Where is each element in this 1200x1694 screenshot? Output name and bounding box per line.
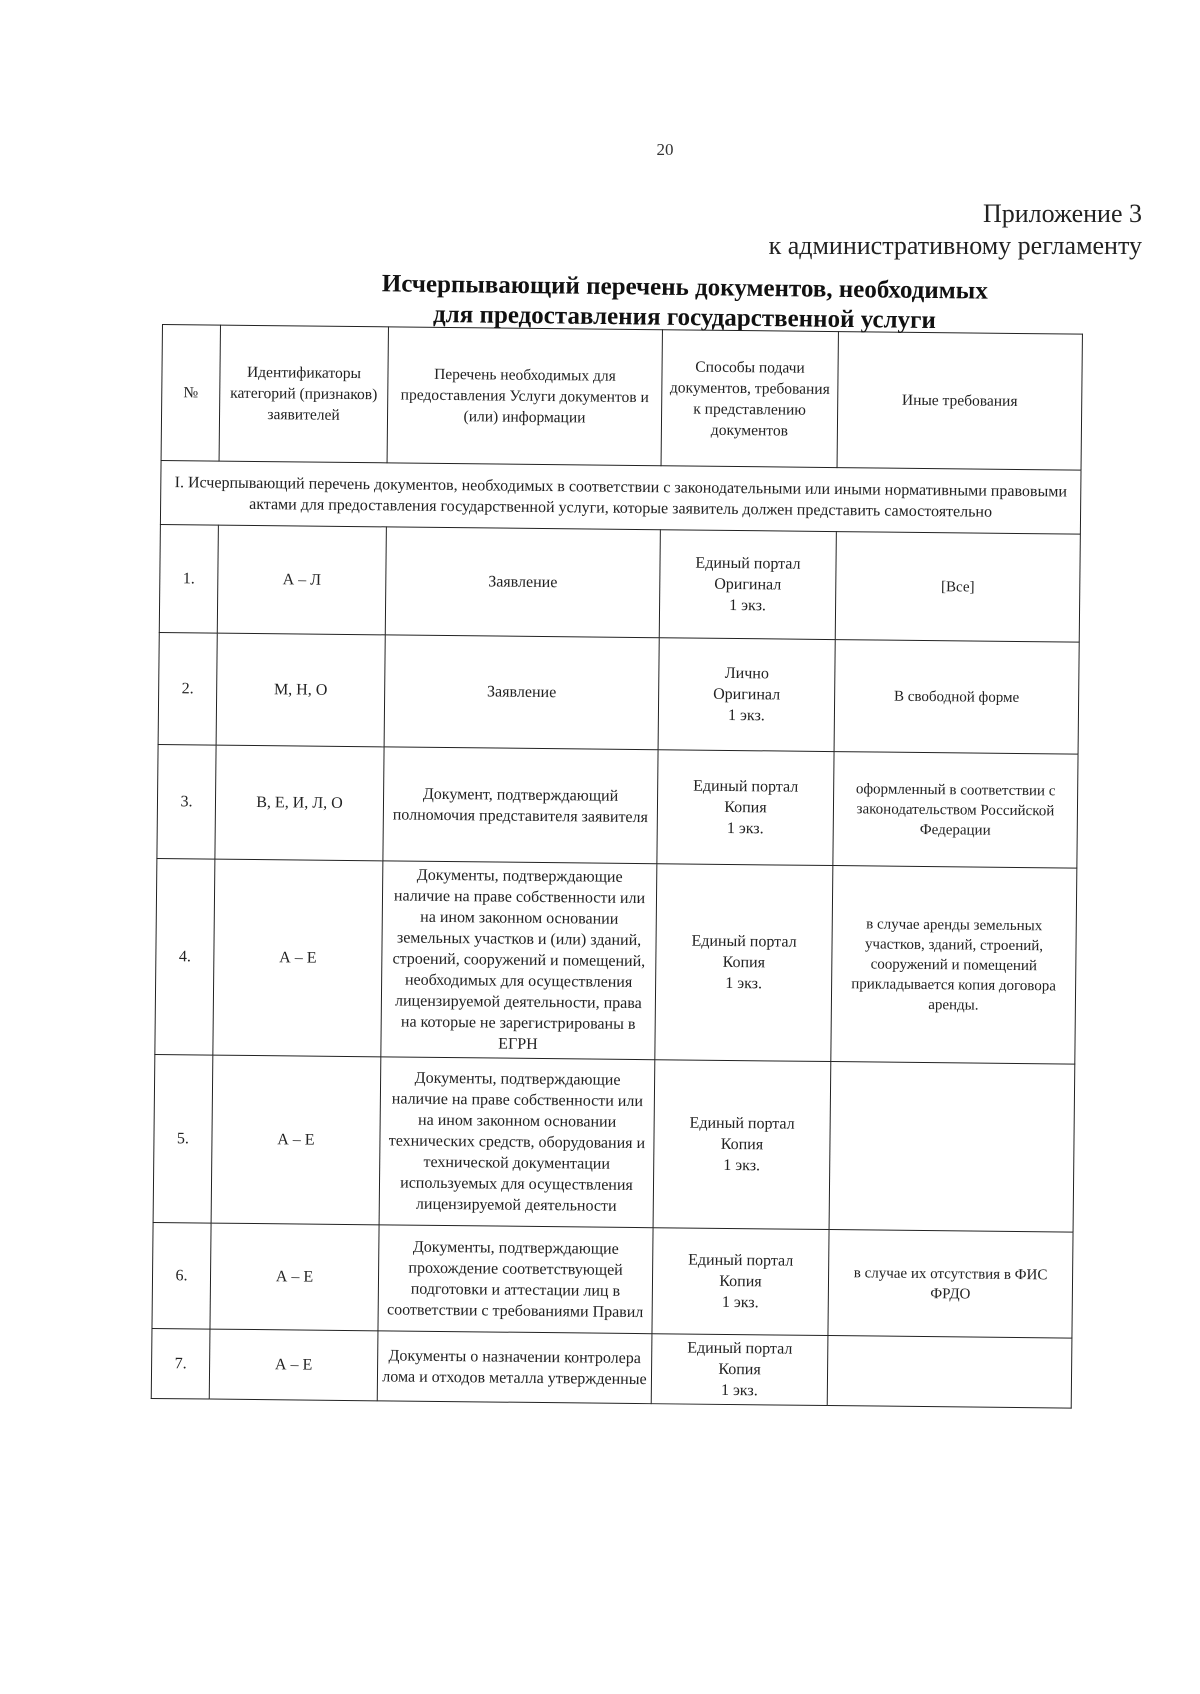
row-document: Документы о назначении контролера лома и отходов металла утвержденные — [377, 1331, 652, 1404]
submission-form: Копия — [719, 1272, 762, 1291]
table-row — [151, 1328, 1072, 1408]
submission-form: Копия — [718, 1360, 761, 1379]
appendix-heading — [769, 198, 1142, 262]
submission-method: Единый портал — [693, 777, 799, 796]
row-categories: А – Е — [210, 1223, 379, 1331]
header-submission: Способы подачи документов, требования к представлению документов — [661, 330, 838, 468]
document-title-line-2: для предоставления государственной услуги — [432, 300, 936, 335]
submission-form: Копия — [724, 798, 767, 817]
row-number: 6. — [152, 1222, 211, 1329]
submission-method: Единый портал — [688, 1251, 794, 1270]
submission-copies: 1 экз. — [725, 974, 763, 993]
submission-method: Единый портал — [687, 1339, 793, 1358]
submission-method: Лично — [724, 664, 769, 683]
row-number: 4. — [155, 858, 215, 1055]
row-number: 2. — [158, 632, 217, 745]
section-title: I. Исчерпывающий перечень документов, необходимых в соответствии с законодательными или иными нормативными правовыми актами для предоставления государственной услуги, которые заявитель должен представить самостоятельно — [160, 460, 1081, 534]
row-number: 1. — [159, 524, 218, 633]
submission-copies: 1 экз. — [727, 706, 765, 725]
submission-copies: 1 экз. — [721, 1293, 759, 1312]
page-number: 20 — [656, 140, 674, 159]
row-requirements — [829, 1062, 1075, 1233]
row-categories: А – Л — [217, 525, 386, 635]
row-requirements: [Все] — [835, 532, 1080, 643]
submission-form: Оригинал — [714, 575, 782, 594]
row-document: Документы, подтверждающие наличие на праве собственности или на ином законном основании земельных участков и (или) зданий, строений, сооружений и помещений, необходимых для осуществления лицензируемой деятельности, права на которые не зарегистрированы в ЕГРН — [381, 861, 657, 1060]
header-documents: Перечень необходимых для предоставления Услуги документов и (или) информации — [387, 327, 662, 466]
row-categories: А – Е — [209, 1329, 378, 1401]
submission-method: Единый портал — [689, 1114, 795, 1133]
row-number: 7. — [151, 1328, 210, 1399]
submission-method: Единый портал — [695, 554, 801, 573]
table-row — [159, 524, 1080, 642]
section-row — [160, 460, 1081, 534]
row-document: Документы, подтверждающие наличие на праве собственности или на ином законном основании технических средств, оборудования и технической документации используемых для осуществления лицензируемой деятельности — [379, 1057, 655, 1228]
submission-copies: 1 экз. — [723, 1156, 761, 1175]
row-document: Заявление — [385, 527, 660, 638]
row-document: Документы, подтверждающие прохождение соответствующей подготовки и аттестации лиц в соответствии с требованиями Правил — [378, 1225, 653, 1334]
row-submission — [655, 864, 833, 1062]
submission-form: Копия — [722, 953, 766, 972]
appendix-line-1: Приложение 3 — [982, 199, 1142, 228]
submission-copies: 1 экз. — [729, 596, 767, 615]
row-number: 3. — [157, 744, 216, 859]
documents-table — [151, 324, 1083, 1409]
row-submission — [653, 1060, 831, 1230]
table-row — [152, 1222, 1073, 1338]
row-categories: М, Н, О — [216, 633, 385, 747]
row-requirements: оформленный в соответствии с законодательством Российской Федерации — [833, 752, 1078, 869]
row-categories: В, Е, И, Л, О — [215, 745, 384, 861]
row-submission — [658, 638, 835, 752]
row-submission — [652, 1228, 829, 1336]
document-title-line-1: Исчерпывающий перечень документов, необходимых — [381, 270, 988, 305]
row-requirements: в случае аренды земельных участков, зданий, строений, сооружений и помещений прикладывается копия договора аренды. — [831, 866, 1077, 1065]
row-categories: А – Е — [213, 859, 383, 1057]
header-requirements: Иные требования — [837, 332, 1082, 471]
submission-form: Копия — [720, 1135, 764, 1154]
appendix-line-2: к административному регламенту — [768, 231, 1142, 260]
table-row — [158, 632, 1079, 754]
table-row — [153, 1054, 1075, 1232]
row-number: 5. — [153, 1054, 213, 1223]
row-requirements: В свободной форме — [834, 640, 1079, 755]
row-document: Документ, подтверждающий полномочия представителя заявителя — [383, 747, 658, 864]
row-categories: А – Е — [211, 1055, 381, 1225]
row-requirements — [827, 1336, 1072, 1409]
submission-method: Единый портал — [691, 932, 797, 951]
documents-table-wrapper — [151, 324, 1082, 1409]
row-document: Заявление — [384, 635, 659, 750]
row-submission — [657, 750, 834, 866]
submission-copies: 1 экз. — [720, 1381, 758, 1400]
header-categories: Идентификаторы категорий (признаков) заявителей — [219, 325, 388, 463]
row-submission — [651, 1334, 828, 1406]
row-requirements: в случае их отсутствия в ФИС ФРДО — [828, 1230, 1073, 1339]
submission-copies: 1 экз. — [726, 819, 764, 838]
submission-form: Оригинал — [713, 685, 781, 704]
row-submission — [659, 530, 836, 640]
header-number: № — [161, 325, 220, 462]
table-header-row — [161, 325, 1082, 471]
table-row — [155, 858, 1077, 1064]
table-row — [157, 744, 1078, 868]
